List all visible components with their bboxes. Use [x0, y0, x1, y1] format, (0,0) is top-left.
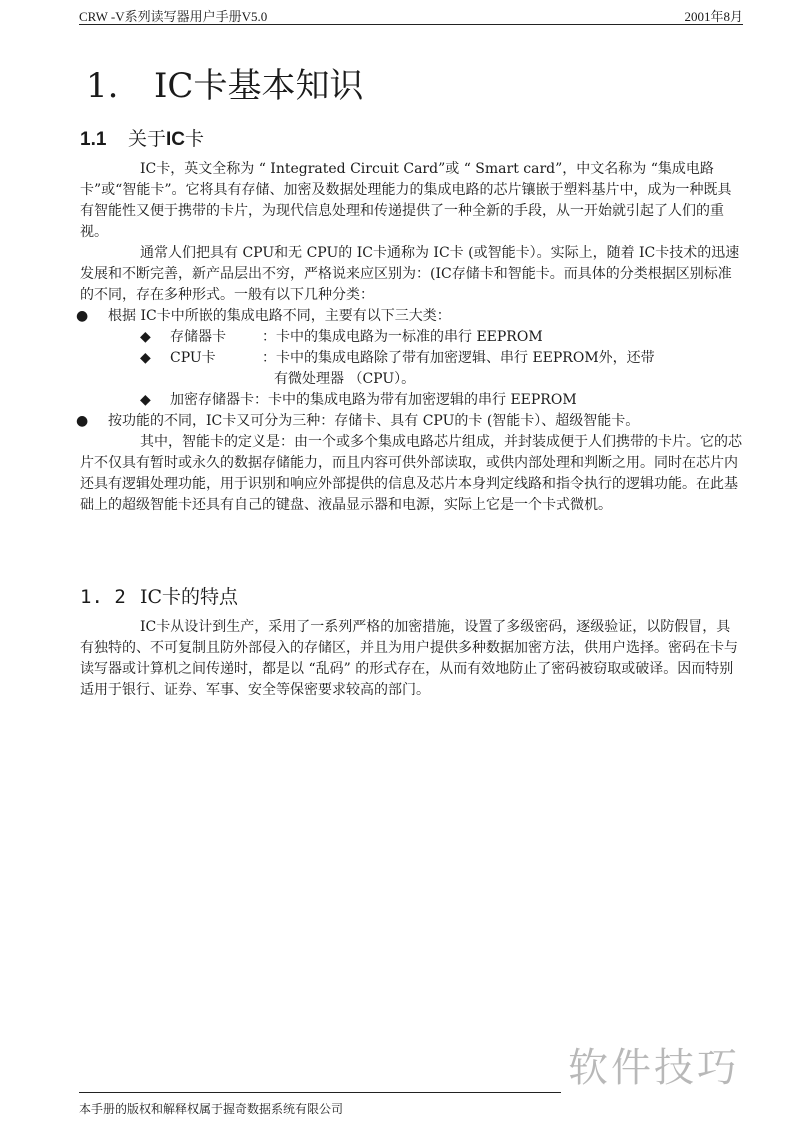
- section-heading-1-1: [80, 124, 204, 151]
- bullet-item: [76, 306, 744, 327]
- page-footer: 本手册的版权和解释权属于握奇数据系统有限公司: [79, 1102, 344, 1116]
- section-title-prefix: 关于: [128, 128, 167, 150]
- section-heading-1-2: [80, 582, 238, 609]
- chapter-heading: [86, 58, 363, 107]
- paragraph-intro: IC卡，英文全称为 “ Integrated Circuit Card”或 “ Smart card”，中文名称为 “集成电路卡”或“智能卡”。它将具有存储、加密及数据处理能力的集成电路的芯片镶嵌于塑料基片中，成为一种既具有智能性又便于携带的卡片，为现代信息处理和传递提供了一种全新的手段，从一开始就引起了人们的重视。: [80, 161, 732, 240]
- section-title: IC卡的特点: [140, 586, 239, 608]
- diamond-bullet-icon: ◆: [140, 329, 151, 345]
- sub-item-term: 存储器卡: [170, 329, 226, 345]
- section-number: 1.1: [80, 129, 107, 150]
- section-number: 1. 2: [80, 586, 126, 608]
- section-1-1-body: [76, 159, 744, 516]
- paragraph-features: IC卡从设计到生产，采用了一系列严格的加密措施，设置了多级密码，逐级验证，以防假冒，具有独特的、不可复制且防外部侵入的存储区，并且为用户提供多种数据加密方法，供用户选择。密码在卡与读写器或计算机之间传递时，都是以 “乱码” 的形式存在，从而有效地防止了密码被窃取或破译。因而特别适用于银行、证券、军事、安全等保密要求较高的部门。: [80, 619, 738, 698]
- diamond-bullet-icon: ◆: [140, 392, 151, 408]
- sub-item-cpu-card: [80, 348, 744, 369]
- sub-item-encrypted-card: [80, 390, 744, 411]
- footer-rule: [79, 1092, 561, 1093]
- diamond-bullet-icon: ◆: [140, 350, 151, 366]
- sub-item-cpu-card-continued: [80, 369, 744, 390]
- sub-item-full-text: 加密存储器卡：卡中的集成电路为带有加密逻辑的串行 EEPROM: [170, 392, 577, 408]
- sub-item-term: CPU卡: [170, 350, 216, 366]
- section-1-2-body: [80, 617, 744, 701]
- watermark: 软件技巧: [568, 1045, 740, 1091]
- bullet-text: 按功能的不同，IC卡又可分为三种：存储卡、具有 CPU的卡 (智能卡）、超级智能卡。: [108, 413, 640, 429]
- header-date: 2001年8月: [684, 9, 743, 24]
- chapter-number: 1.: [86, 66, 119, 106]
- bullet-dot-icon: ●: [76, 413, 89, 429]
- bullet-text: 根据 IC卡中所嵌的集成电路不同，主要有以下三大类：: [108, 308, 451, 324]
- header-title: CRW -V系列读写器用户手册V5.0: [79, 9, 268, 24]
- bullet-dot-icon: ●: [76, 308, 89, 324]
- paragraph-smart-card-definition: 其中，智能卡的定义是：由一个或多个集成电路芯片组成，并封装成便于人们携带的卡片。它的芯片不仅具有暂时或永久的数据存储能力，而且内容可供外部读取，或供内部处理和判断之用。同时在芯片内还具有逻辑处理功能，用于识别和响应外部提供的信息及芯片本身判定线路和指令执行的逻辑功能。在此基础上的超级智能卡还具有自己的键盘、液晶显示器和电源，实际上它是一个卡式微机。: [80, 434, 742, 513]
- section-title-suffix: 卡: [185, 128, 205, 150]
- section-title-ic: IC: [166, 129, 186, 150]
- chapter-title: IC卡基本知识: [154, 66, 364, 106]
- sub-item-memory-card: [80, 327, 744, 348]
- sub-item-definition: ：卡中的集成电路除了带有加密逻辑、串行 EEPROM外，还带: [262, 350, 655, 366]
- bullet-item: [76, 411, 744, 432]
- header-rule: [79, 24, 743, 25]
- sub-item-definition-continued: 有微处理器 （CPU）。: [274, 371, 416, 387]
- sub-item-definition: ：卡中的集成电路为一标准的串行 EEPROM: [262, 329, 543, 345]
- paragraph-classification: 通常人们把具有 CPU和无 CPU的 IC卡通称为 IC卡 (或智能卡）。实际上，随着 IC卡技术的迅速发展和不断完善，新产品层出不穷，严格说来应区别为：(IC存储卡和智能卡。而具体的分类根据区别标准的不同，存在多种形式。一般有以下几种分类：: [80, 245, 740, 303]
- page-header: [79, 6, 743, 25]
